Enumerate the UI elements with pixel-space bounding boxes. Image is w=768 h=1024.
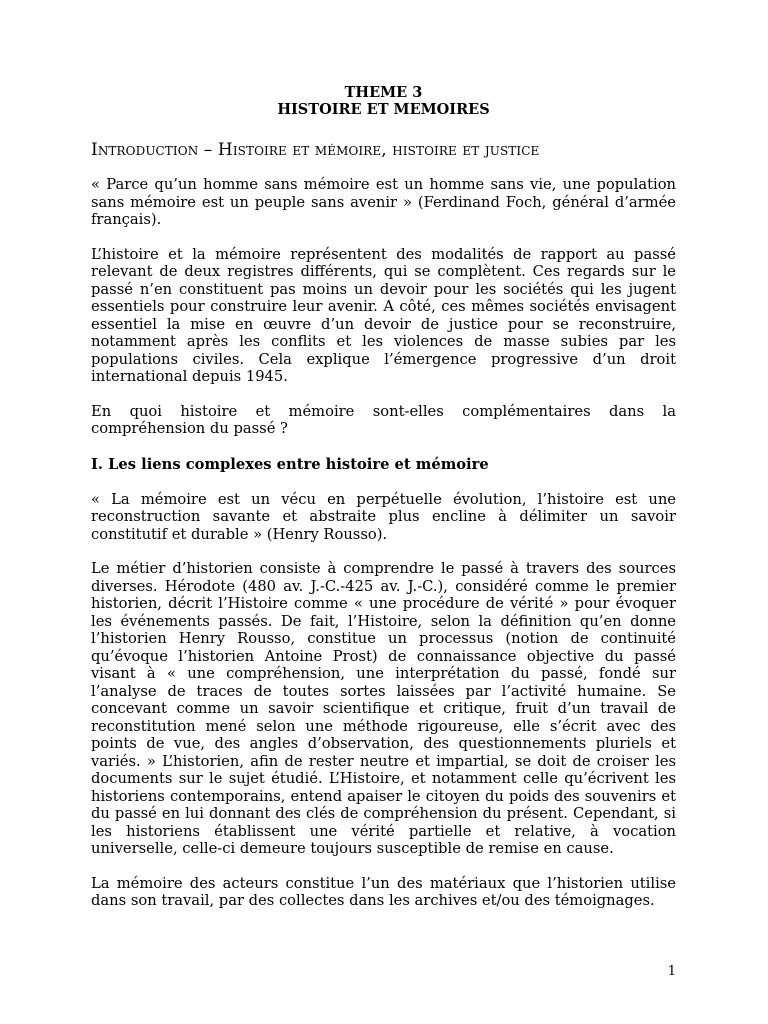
part1-heading: I. Les liens complexes entre histoire et mémoire	[91, 455, 489, 473]
page-number: 1	[667, 964, 676, 979]
introduction-heading: Introduction – Histoire et mémoire, histoire et justice	[91, 140, 540, 160]
part1-paragraph-1: Le métier d’historien consiste à comprendre le passé à travers des sources diverses. Hérodote (480 av. J.-C.-425 av. J.-C.), considéré comme le premier historien, décrit l’Histoire comme « une procédure de vérité » pour évoquer les événements passés. De fait, l’Histoire, selon la définition qu’en donne l’historien Henry Rousso, constitue un processus (notion de continuité qu’évoque l’historien Antoine Prost) de connaissance objective du passé visant à « une compréhension, une interprétation du passé, fondé sur l’analyse de traces de toutes sortes laissées par l’activité humaine. Se concevant comme un savoir scientifique et critique, fruit d’un travail de reconstitution mené selon une méthode rigoureuse, elle s’écrit avec des points de vue, des angles d’observation, des questionnements pluriels et variés. » L’historien, afin de rester neutre et impartial, se doit de croiser les documents sur le sujet étudié. L’Histoire, et notamment celle qu’écrivent les historiens contemporains, entend apaiser le citoyen du poids des souvenirs et du passé en lui donnant des clés de compréhension du présent. Cependant, si les historiens établissent une vérité partielle et relative, à vocation universelle, celle-ci demeure toujours susceptible de remise en cause.	[91, 560, 676, 857]
part1-paragraph-2: La mémoire des acteurs constitue l’un des matériaux que l’historien utilise dans son travail, par des collectes dans les archives et/ou des témoignages.	[91, 874, 676, 909]
introduction-quote: « Parce qu’un homme sans mémoire est un homme sans vie, une population sans mémoire est un peuple sans avenir » (Ferdinand Foch, général d’armée français).	[91, 176, 676, 228]
part1-quote: « La mémoire est un vécu en perpétuelle évolution, l’histoire est une reconstruction savante et abstraite plus encline à délimiter un savoir constitutif et durable » (Henry Rousso).	[91, 490, 676, 543]
introduction-paragraph: L’histoire et la mémoire représentent des modalités de rapport au passé relevant de deux registres différents, qui se complètent. Ces regards sur le passé n’en constituent pas moins un devoir pour les sociétés qui les jugent essentiels pour construire leur avenir. A côté, ces mêmes sociétés envisagent essentiel la mise en œuvre d’un devoir de justice pour se reconstruire, notamment après les conflits et les violences de masse subies par les populations civiles. Cela explique l’émergence progressive d’un droit international depuis 1945.	[91, 245, 676, 385]
document-page	[91, 84, 676, 910]
document-title: HISTOIRE ET MEMOIRES	[277, 101, 490, 118]
problem-question: En quoi histoire et mémoire sont-elles complémentaires dans la compréhension du passé ?	[91, 402, 676, 437]
theme-line: THEME 3	[344, 84, 423, 101]
document-title-block	[91, 84, 676, 118]
